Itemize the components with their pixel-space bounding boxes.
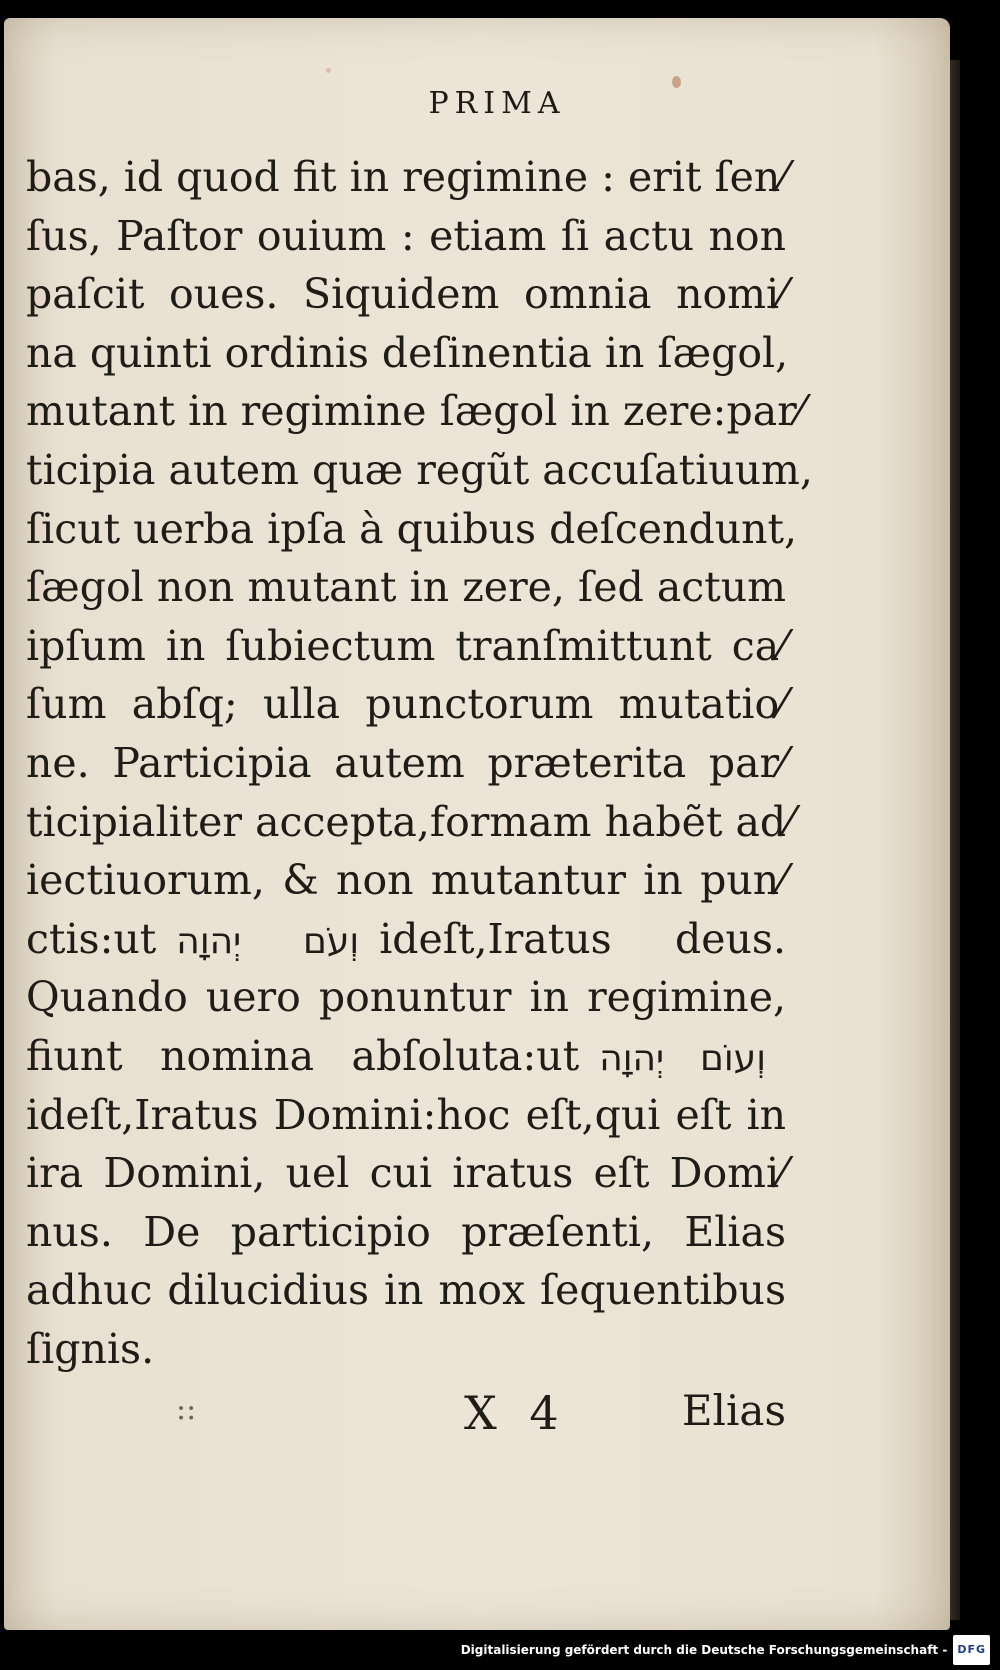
text-line: ſus, Paſtor ouium : etiam ſi actu non xyxy=(26,211,786,260)
text-line: ſægol non mutant in zere, ſed actum xyxy=(26,563,786,612)
bleed-through-dots: :: xyxy=(176,1392,197,1427)
text-line: ſicut uerba ipſa à quibus deſcendunt, xyxy=(26,504,798,553)
latin-text: ideſt,Iratus deus. xyxy=(379,914,786,963)
text-line: ipſum in ſubiectum tranſmittunt ca⁄ xyxy=(26,621,786,670)
text-line: ſum abſq; ulla punctorum mutatio⁄ xyxy=(26,680,786,729)
text-line: iectiuorum, & non mutantur in pun⁄ xyxy=(26,856,786,905)
text-line: na quinti ordinis deſinentia in ſægol, xyxy=(26,328,789,377)
hebrew-text: וְעוֹם יְהוָה xyxy=(599,1037,767,1079)
text-line: ſignis. xyxy=(26,1324,155,1373)
text-line xyxy=(26,910,786,969)
credit-text: Digitalisierung gefördert durch die Deutsche Forschungsgemeinschaft - xyxy=(460,1643,948,1657)
text-line: ticipialiter accepta,formam habẽt ad⁄ xyxy=(26,797,793,846)
text-line: adhuc dilucidius in mox ſequentibus xyxy=(26,1266,786,1315)
text-line: nus. De participio præſenti, Elias xyxy=(26,1207,786,1256)
signature-mark: X 4 xyxy=(464,1386,559,1440)
body-text xyxy=(26,148,813,1378)
hebrew-text: וְעֹם יְהוָה xyxy=(176,920,360,962)
text-line xyxy=(26,1027,786,1086)
text-line: bas, id quod fit in regimine : erit ſen⁄ xyxy=(26,153,788,201)
text-line: ne. Participia autem præterita par⁄ xyxy=(26,738,786,787)
book-page xyxy=(4,18,950,1630)
catchword: Elias xyxy=(681,1386,786,1435)
text-line: ticipia autem quæ regũt accuſatiuum, xyxy=(26,445,813,494)
digitization-credit xyxy=(461,1636,990,1664)
latin-text: ctis:ut xyxy=(26,914,157,963)
text-line: ideſt,Iratus Domini:hoc eſt,qui eſt in xyxy=(26,1090,786,1139)
text-line: ira Domini, uel cui iratus eſt Domi⁄ xyxy=(26,1149,786,1198)
running-head: PRIMA xyxy=(428,86,566,121)
text-line: Quando uero ponuntur in regimine, xyxy=(26,973,786,1022)
latin-text: fiunt nomina abſoluta:ut xyxy=(26,1031,580,1080)
paper-stain xyxy=(326,68,331,73)
text-line: mutant in regimine ſægol in zere:par⁄ xyxy=(26,387,804,436)
catchwords-line xyxy=(26,1386,786,1446)
text-line: paſcit oues. Siquidem omnia nomi⁄ xyxy=(26,270,786,319)
dfg-logo: DFG xyxy=(953,1635,990,1665)
